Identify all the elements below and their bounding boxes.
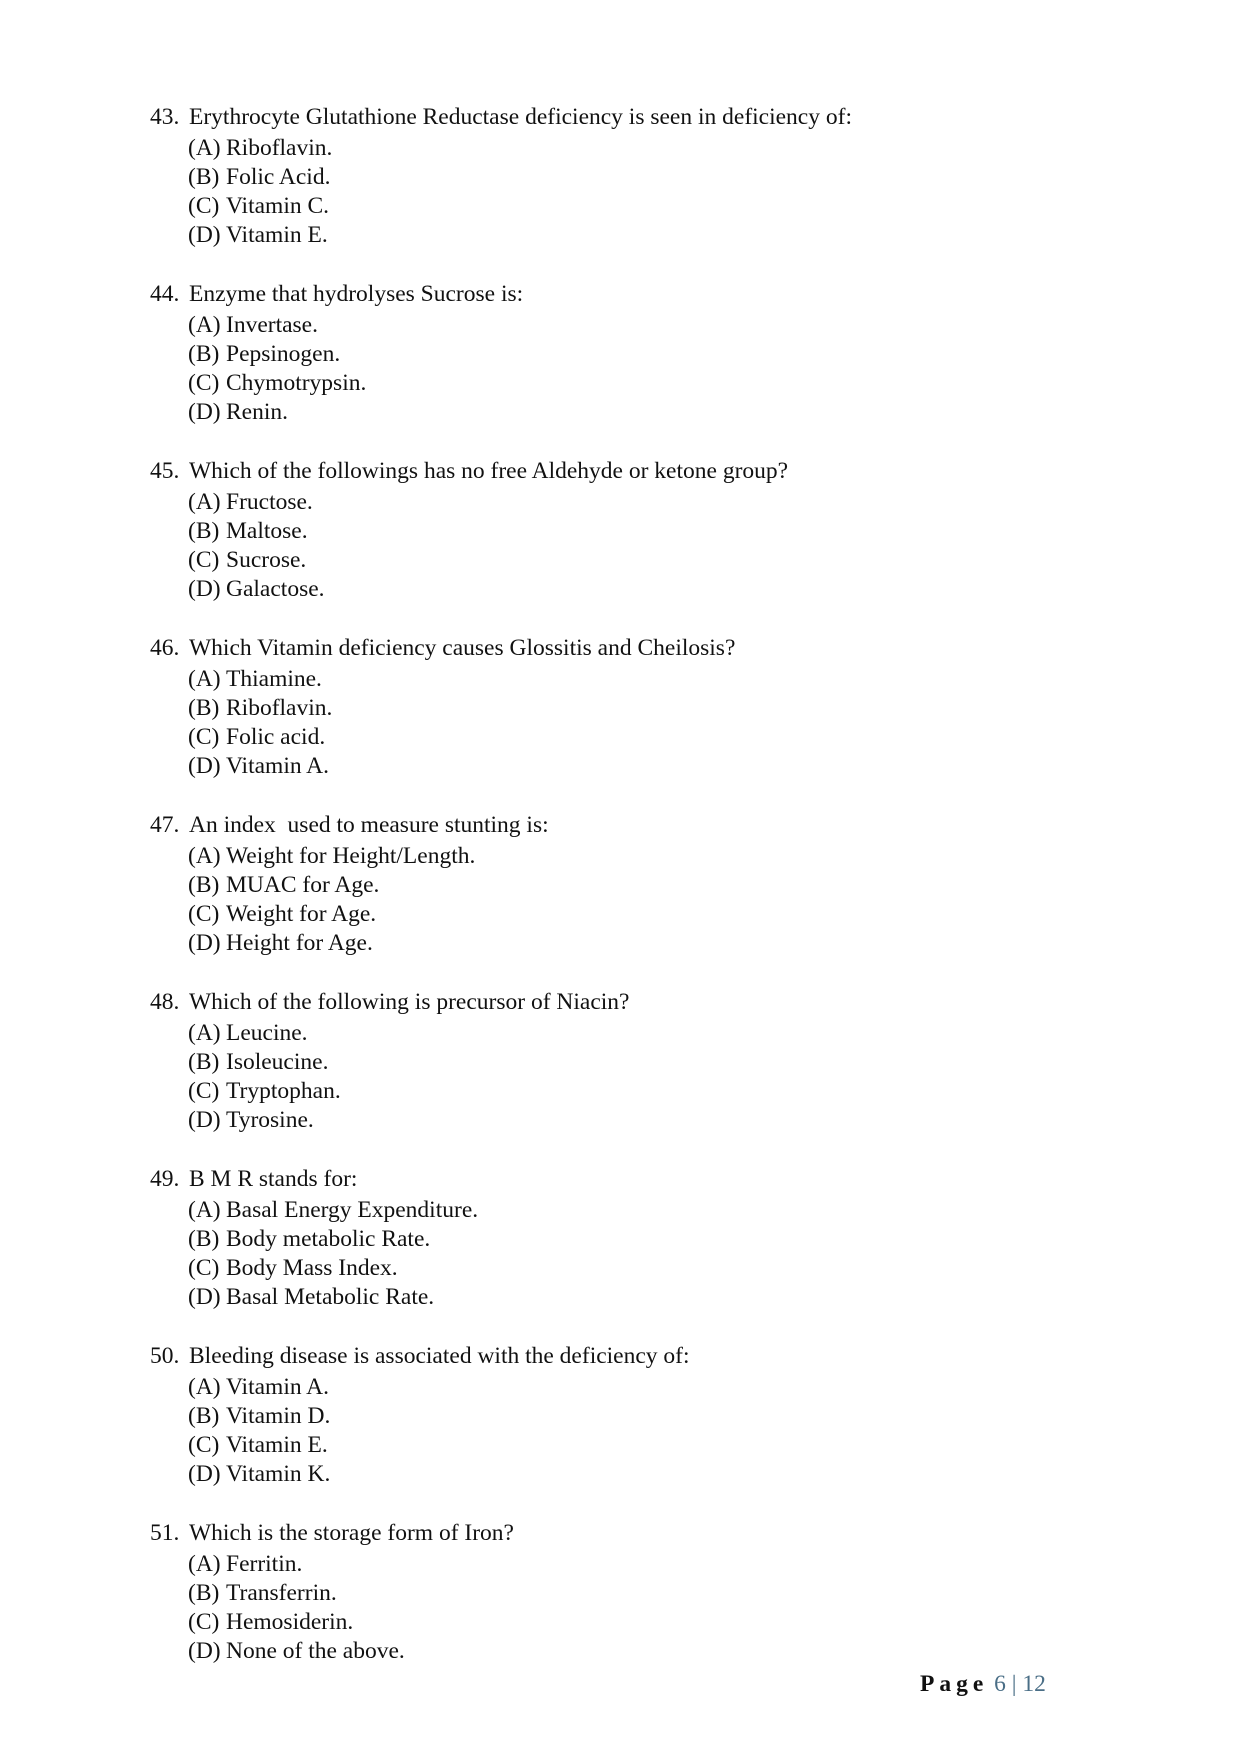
option-text: Maltose. xyxy=(226,518,308,544)
page-label: Page xyxy=(920,1671,989,1697)
question-text: Which of the followings has no free Aldehyde or ketone group? xyxy=(189,458,789,484)
option-letter: (A) xyxy=(188,666,221,692)
answer-option xyxy=(188,163,1150,192)
option-letter: (C) xyxy=(188,193,220,219)
option-letter: (D) xyxy=(188,1638,221,1664)
question-stem xyxy=(150,631,1150,665)
answer-option xyxy=(188,134,1150,163)
option-text: Riboflavin. xyxy=(226,135,333,161)
question-stem xyxy=(150,985,1150,1019)
question-stem xyxy=(150,1162,1150,1196)
answer-option xyxy=(188,517,1150,546)
answer-option xyxy=(188,398,1150,427)
option-text: Isoleucine. xyxy=(226,1049,329,1075)
option-letter: (D) xyxy=(188,399,221,425)
option-list xyxy=(188,1373,1150,1489)
option-letter: (C) xyxy=(188,724,220,750)
question-stem xyxy=(150,100,1150,134)
option-text: Vitamin D. xyxy=(226,1403,331,1429)
question-item xyxy=(150,277,1150,454)
question-item xyxy=(150,1339,1150,1516)
option-text: Tryptophan. xyxy=(226,1078,341,1104)
question-stem xyxy=(150,277,1150,311)
question-stem xyxy=(150,808,1150,842)
option-text: Chymotrypsin. xyxy=(226,370,367,396)
question-list xyxy=(150,100,1150,1693)
option-letter: (D) xyxy=(188,222,221,248)
option-letter: (C) xyxy=(188,1078,220,1104)
question-item xyxy=(150,1162,1150,1339)
answer-option xyxy=(188,488,1150,517)
option-letter: (C) xyxy=(188,547,220,573)
option-letter: (A) xyxy=(188,1374,221,1400)
option-letter: (C) xyxy=(188,1432,220,1458)
option-text: Leucine. xyxy=(226,1020,308,1046)
question-item xyxy=(150,985,1150,1162)
question-item xyxy=(150,631,1150,808)
option-text: Body metabolic Rate. xyxy=(226,1226,431,1252)
option-letter: (D) xyxy=(188,753,221,779)
answer-option xyxy=(188,1254,1150,1283)
option-text: MUAC for Age. xyxy=(226,872,380,898)
option-letter: (D) xyxy=(188,1107,221,1133)
option-text: Folic acid. xyxy=(226,724,326,750)
question-text: Which Vitamin deficiency causes Glossitis and Cheilosis? xyxy=(189,635,736,661)
answer-option xyxy=(188,340,1150,369)
answer-option xyxy=(188,1637,1150,1666)
option-letter: (D) xyxy=(188,1461,221,1487)
option-text: Invertase. xyxy=(226,312,318,338)
option-list xyxy=(188,1550,1150,1666)
option-letter: (B) xyxy=(188,1403,220,1429)
question-text: Which is the storage form of Iron? xyxy=(189,1520,514,1546)
answer-option xyxy=(188,694,1150,723)
option-letter: (A) xyxy=(188,135,221,161)
answer-option xyxy=(188,900,1150,929)
question-number: 43. xyxy=(150,104,180,130)
current-page-number: 6 xyxy=(994,1671,1006,1697)
question-text: Which of the following is precursor of Niacin? xyxy=(189,989,630,1015)
option-text: Basal Energy Expenditure. xyxy=(226,1197,479,1223)
option-list xyxy=(188,134,1150,250)
option-letter: (A) xyxy=(188,312,221,338)
question-number: 47. xyxy=(150,812,180,838)
answer-option xyxy=(188,1077,1150,1106)
option-letter: (C) xyxy=(188,370,220,396)
option-letter: (B) xyxy=(188,341,220,367)
option-letter: (C) xyxy=(188,901,220,927)
option-text: Riboflavin. xyxy=(226,695,333,721)
option-letter: (A) xyxy=(188,1197,221,1223)
answer-option xyxy=(188,1048,1150,1077)
option-list xyxy=(188,1196,1150,1312)
answer-option xyxy=(188,1608,1150,1637)
answer-option xyxy=(188,1431,1150,1460)
answer-option xyxy=(188,723,1150,752)
answer-option xyxy=(188,575,1150,604)
option-text: Folic Acid. xyxy=(226,164,331,190)
option-text: Vitamin A. xyxy=(226,753,330,779)
question-number: 44. xyxy=(150,281,180,307)
option-letter: (C) xyxy=(188,1255,220,1281)
answer-option xyxy=(188,1196,1150,1225)
option-text: Vitamin C. xyxy=(226,193,330,219)
option-list xyxy=(188,1019,1150,1135)
question-item xyxy=(150,1516,1150,1693)
option-text: Renin. xyxy=(226,399,289,425)
question-number: 45. xyxy=(150,458,180,484)
option-text: Vitamin E. xyxy=(226,222,328,248)
option-letter: (B) xyxy=(188,1580,220,1606)
option-letter: (D) xyxy=(188,576,221,602)
answer-option xyxy=(188,1283,1150,1312)
option-list xyxy=(188,311,1150,427)
option-text: Galactose. xyxy=(226,576,325,602)
answer-option xyxy=(188,871,1150,900)
option-text: Vitamin E. xyxy=(226,1432,328,1458)
answer-option xyxy=(188,221,1150,250)
answer-option xyxy=(188,369,1150,398)
question-item xyxy=(150,100,1150,277)
option-letter: (B) xyxy=(188,518,220,544)
option-text: Basal Metabolic Rate. xyxy=(226,1284,435,1310)
answer-option xyxy=(188,929,1150,958)
question-number: 51. xyxy=(150,1520,180,1546)
option-text: None of the above. xyxy=(226,1638,405,1664)
option-text: Transferrin. xyxy=(226,1580,337,1606)
question-text: B M R stands for: xyxy=(189,1166,358,1192)
answer-option xyxy=(188,192,1150,221)
option-text: Fructose. xyxy=(226,489,313,515)
question-text: Enzyme that hydrolyses Sucrose is: xyxy=(189,281,524,307)
answer-option xyxy=(188,311,1150,340)
option-text: Tyrosine. xyxy=(226,1107,314,1133)
answer-option xyxy=(188,1373,1150,1402)
answer-option xyxy=(188,546,1150,575)
option-letter: (B) xyxy=(188,872,220,898)
answer-option xyxy=(188,1550,1150,1579)
option-letter: (B) xyxy=(188,1226,220,1252)
option-text: Ferritin. xyxy=(226,1551,303,1577)
option-text: Hemosiderin. xyxy=(226,1609,354,1635)
option-text: Vitamin A. xyxy=(226,1374,330,1400)
answer-option xyxy=(188,1460,1150,1489)
option-text: Weight for Height/Length. xyxy=(226,843,476,869)
answer-option xyxy=(188,1579,1150,1608)
question-text: Erythrocyte Glutathione Reductase deficiency is seen in deficiency of: xyxy=(189,104,852,130)
answer-option xyxy=(188,1402,1150,1431)
option-letter: (A) xyxy=(188,1551,221,1577)
option-text: Sucrose. xyxy=(226,547,307,573)
option-letter: (B) xyxy=(188,1049,220,1075)
option-letter: (A) xyxy=(188,843,221,869)
option-text: Vitamin K. xyxy=(226,1461,331,1487)
question-item xyxy=(150,808,1150,985)
question-text: Bleeding disease is associated with the deficiency of: xyxy=(189,1343,690,1369)
question-number: 50. xyxy=(150,1343,180,1369)
option-list xyxy=(188,488,1150,604)
answer-option xyxy=(188,665,1150,694)
answer-option xyxy=(188,842,1150,871)
page-separator: | xyxy=(1011,1671,1017,1697)
question-text: An index used to measure stunting is: xyxy=(189,812,549,838)
option-text: Pepsinogen. xyxy=(226,341,341,367)
question-item xyxy=(150,454,1150,631)
option-letter: (B) xyxy=(188,164,220,190)
option-letter: (A) xyxy=(188,489,221,515)
option-list xyxy=(188,665,1150,781)
question-stem xyxy=(150,454,1150,488)
option-letter: (B) xyxy=(188,695,220,721)
option-letter: (C) xyxy=(188,1609,220,1635)
option-list xyxy=(188,842,1150,958)
option-text: Weight for Age. xyxy=(226,901,377,927)
answer-option xyxy=(188,752,1150,781)
answer-option xyxy=(188,1019,1150,1048)
question-stem xyxy=(150,1339,1150,1373)
answer-option xyxy=(188,1106,1150,1135)
option-text: Height for Age. xyxy=(226,930,373,956)
option-letter: (A) xyxy=(188,1020,221,1046)
question-number: 49. xyxy=(150,1166,180,1192)
option-letter: (D) xyxy=(188,1284,221,1310)
answer-option xyxy=(188,1225,1150,1254)
option-text: Body Mass Index. xyxy=(226,1255,398,1281)
option-text: Thiamine. xyxy=(226,666,322,692)
question-number: 48. xyxy=(150,989,180,1015)
page-footer xyxy=(920,1669,1070,1699)
question-stem xyxy=(150,1516,1150,1550)
total-pages-number: 12 xyxy=(1022,1671,1046,1697)
question-number: 46. xyxy=(150,635,180,661)
option-letter: (D) xyxy=(188,930,221,956)
